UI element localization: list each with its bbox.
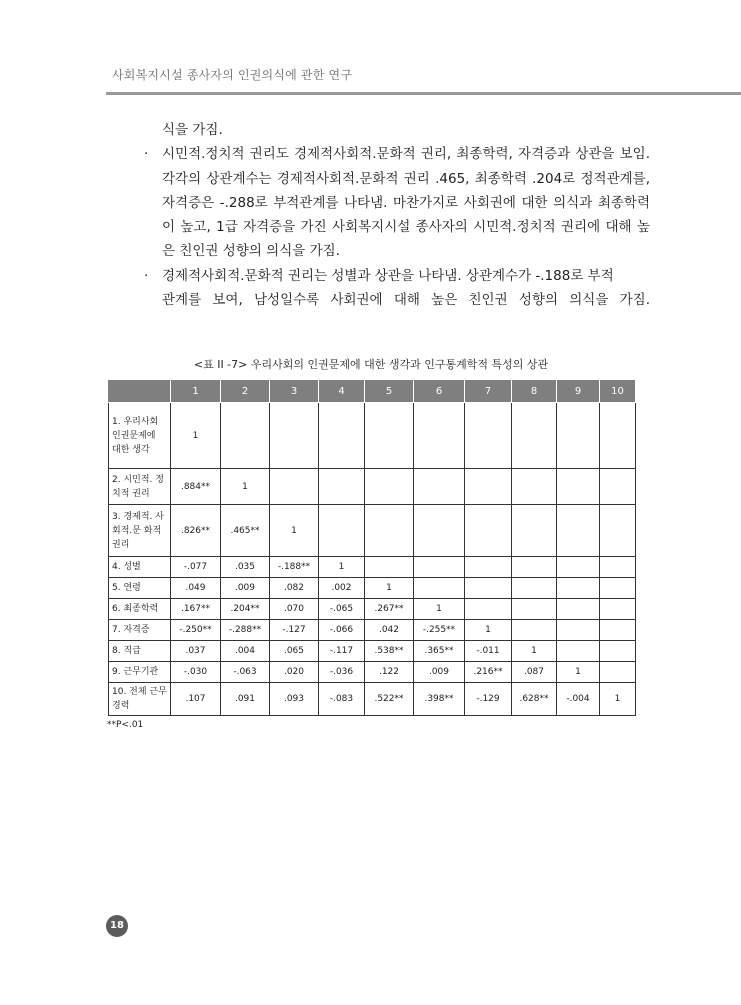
column-header: 9 xyxy=(557,380,600,403)
table-cell: .002 xyxy=(319,578,365,599)
body-text xyxy=(130,118,650,312)
table-cell xyxy=(319,469,365,505)
table-cell: 1 xyxy=(512,641,557,662)
table-cell xyxy=(465,469,512,505)
column-header: 10 xyxy=(600,380,636,403)
paragraph-line: 경제적사회적.문화적 권리는 성별과 상관을 나타냄. 상관계수가 -.188로 부적 xyxy=(162,267,614,284)
table-cell xyxy=(319,505,365,557)
table-cell: .093 xyxy=(270,683,319,716)
table-cell: -.129 xyxy=(465,683,512,716)
table-cell: .107 xyxy=(171,683,221,716)
table-cell xyxy=(365,505,414,557)
table-cell xyxy=(600,469,636,505)
table-cell xyxy=(414,578,465,599)
table-cell: .035 xyxy=(221,557,270,578)
table-cell: .267** xyxy=(365,599,414,620)
table-cell xyxy=(365,403,414,469)
table-cell xyxy=(365,469,414,505)
table-cell: -.011 xyxy=(465,641,512,662)
table-cell xyxy=(414,469,465,505)
table-cell: .538** xyxy=(365,641,414,662)
column-header: 6 xyxy=(414,380,465,403)
table-cell: -.066 xyxy=(319,620,365,641)
table-row xyxy=(109,683,636,716)
header-rule xyxy=(106,92,741,95)
table-row xyxy=(109,469,636,505)
table-cell: .042 xyxy=(365,620,414,641)
table-cell: 1 xyxy=(319,557,365,578)
table-cell xyxy=(600,505,636,557)
table-cell xyxy=(512,505,557,557)
table-cell: -.036 xyxy=(319,662,365,683)
paragraph-line: 이 높고, 1급 자격증을 가진 사회복지시설 종사자의 시민적.정치적 권리에 대해 높 xyxy=(162,219,650,236)
table-cell: -.127 xyxy=(270,620,319,641)
row-label: 9. 근무기관 xyxy=(109,662,171,683)
table-cell: .204** xyxy=(221,599,270,620)
table-cell: .365** xyxy=(414,641,465,662)
column-header: 1 xyxy=(171,380,221,403)
column-header: 3 xyxy=(270,380,319,403)
table-cell xyxy=(512,403,557,469)
table-cell: .009 xyxy=(414,662,465,683)
table-cell: 1 xyxy=(270,505,319,557)
table-cell: .465** xyxy=(221,505,270,557)
table-cell: .082 xyxy=(270,578,319,599)
table-cell xyxy=(600,641,636,662)
table-cell: .049 xyxy=(171,578,221,599)
table-cell: .004 xyxy=(221,641,270,662)
table-cell: .884** xyxy=(171,469,221,505)
table-cell xyxy=(221,403,270,469)
bullet-item-1 xyxy=(130,142,650,263)
row-label: 5. 연령 xyxy=(109,578,171,599)
table-cell: -.250** xyxy=(171,620,221,641)
table-row xyxy=(109,599,636,620)
table-cell xyxy=(557,620,600,641)
row-label: 10. 전체 근무경력 xyxy=(109,683,171,716)
paragraph-line: 자격증은 -.288로 부적관계를 나타냄. 마찬가지로 사회권에 대한 의식과 최종학력 xyxy=(162,194,650,211)
table-cell: .826** xyxy=(171,505,221,557)
row-label: 4. 성별 xyxy=(109,557,171,578)
table-cell xyxy=(557,403,600,469)
table-cell xyxy=(512,469,557,505)
table-cell: .522** xyxy=(365,683,414,716)
table-cell xyxy=(557,578,600,599)
table-cell xyxy=(600,599,636,620)
table-row xyxy=(109,557,636,578)
table-cell xyxy=(414,505,465,557)
table-cell xyxy=(557,505,600,557)
table-cell xyxy=(465,505,512,557)
table-cell: .398** xyxy=(414,683,465,716)
paragraph-line: 은 친인권 성향의 의식을 가짐. xyxy=(162,243,340,260)
table-cell xyxy=(600,557,636,578)
table-cell: .037 xyxy=(171,641,221,662)
table-cell xyxy=(465,557,512,578)
table-cell: .216** xyxy=(465,662,512,683)
table-cell xyxy=(512,578,557,599)
table-row xyxy=(109,505,636,557)
table-cell: -.065 xyxy=(319,599,365,620)
table-cell xyxy=(600,662,636,683)
table-cell: -.077 xyxy=(171,557,221,578)
column-header xyxy=(109,380,171,403)
table-cell xyxy=(600,620,636,641)
running-header: 사회복지시설 종사자의 인권의식에 관한 연구 xyxy=(112,68,353,82)
table-cell: .628** xyxy=(512,683,557,716)
table-row xyxy=(109,403,636,469)
paragraph-line: 식을 가짐. xyxy=(162,122,223,138)
table-cell xyxy=(557,599,600,620)
table-cell: .009 xyxy=(221,578,270,599)
table-cell: -.030 xyxy=(171,662,221,683)
row-label: 1. 우리사회 인권문제에 대한 생각 xyxy=(109,403,171,469)
table-cell xyxy=(319,403,365,469)
paragraph-line: 각각의 상관계수는 경제적사회적.문화적 권리 .465, 최종학력 .204로 정적관계를, xyxy=(162,170,650,187)
table-cell: 1 xyxy=(414,599,465,620)
table-cell: .065 xyxy=(270,641,319,662)
table-cell: .091 xyxy=(221,683,270,716)
table-cell xyxy=(270,403,319,469)
table-cell xyxy=(465,403,512,469)
table-cell: -.117 xyxy=(319,641,365,662)
table-cell: 1 xyxy=(171,403,221,469)
table-cell: .020 xyxy=(270,662,319,683)
table-cell: .167** xyxy=(171,599,221,620)
table-cell: 1 xyxy=(221,469,270,505)
table-cell: -.255** xyxy=(414,620,465,641)
table-cell: -.063 xyxy=(221,662,270,683)
column-header: 8 xyxy=(512,380,557,403)
table-cell: -.004 xyxy=(557,683,600,716)
table-cell xyxy=(465,578,512,599)
column-header: 2 xyxy=(221,380,270,403)
table-cell xyxy=(600,403,636,469)
table-cell xyxy=(557,641,600,662)
row-label: 7. 자격증 xyxy=(109,620,171,641)
table-cell: -.288** xyxy=(221,620,270,641)
paragraph-line: 시민적.정치적 권리도 경제적사회적.문화적 권리, 최종학력, 자격증과 상관을 보임. xyxy=(162,146,650,163)
table-cell: 1 xyxy=(365,578,414,599)
table-cell: 1 xyxy=(600,683,636,716)
table-cell xyxy=(414,557,465,578)
table-row xyxy=(109,620,636,641)
table-cell: .070 xyxy=(270,599,319,620)
bullet-item-2 xyxy=(130,264,650,313)
table-cell: .087 xyxy=(512,662,557,683)
table-cell xyxy=(365,557,414,578)
table-cell xyxy=(270,469,319,505)
table-header-row xyxy=(109,380,636,403)
table-cell xyxy=(557,557,600,578)
table-cell xyxy=(465,599,512,620)
bullet-mark: · xyxy=(144,267,149,284)
column-header: 4 xyxy=(319,380,365,403)
table-cell xyxy=(512,599,557,620)
table-cell xyxy=(512,620,557,641)
column-header: 5 xyxy=(365,380,414,403)
column-header: 7 xyxy=(465,380,512,403)
table-note: **P<.01 xyxy=(107,720,144,730)
table-row xyxy=(109,662,636,683)
correlation-table xyxy=(108,379,636,716)
table-cell xyxy=(512,557,557,578)
table-cell xyxy=(414,403,465,469)
page-number: 18 xyxy=(106,915,128,937)
table-cell: -.188** xyxy=(270,557,319,578)
table-cell: .122 xyxy=(365,662,414,683)
row-label: 6. 최종학력 xyxy=(109,599,171,620)
table-cell xyxy=(600,578,636,599)
table-row xyxy=(109,641,636,662)
table-cell: 1 xyxy=(465,620,512,641)
row-label: 8. 직급 xyxy=(109,641,171,662)
row-label: 2. 시민적. 정치적 권리 xyxy=(109,469,171,505)
table-row xyxy=(109,578,636,599)
table-caption: <표 II -7> 우리사회의 인권문제에 대한 생각과 인구통계학적 특성의 상관 xyxy=(193,358,549,371)
paragraph-line: 관계를 보여, 남성일수록 사회권에 대해 높은 친인권 성향의 의식을 가짐. xyxy=(162,292,650,309)
table-cell xyxy=(557,469,600,505)
table-cell: 1 xyxy=(557,662,600,683)
table-cell: -.083 xyxy=(319,683,365,716)
bullet-mark: · xyxy=(144,146,149,163)
row-label: 3. 경제적. 사회적.문 화적 권리 xyxy=(109,505,171,557)
